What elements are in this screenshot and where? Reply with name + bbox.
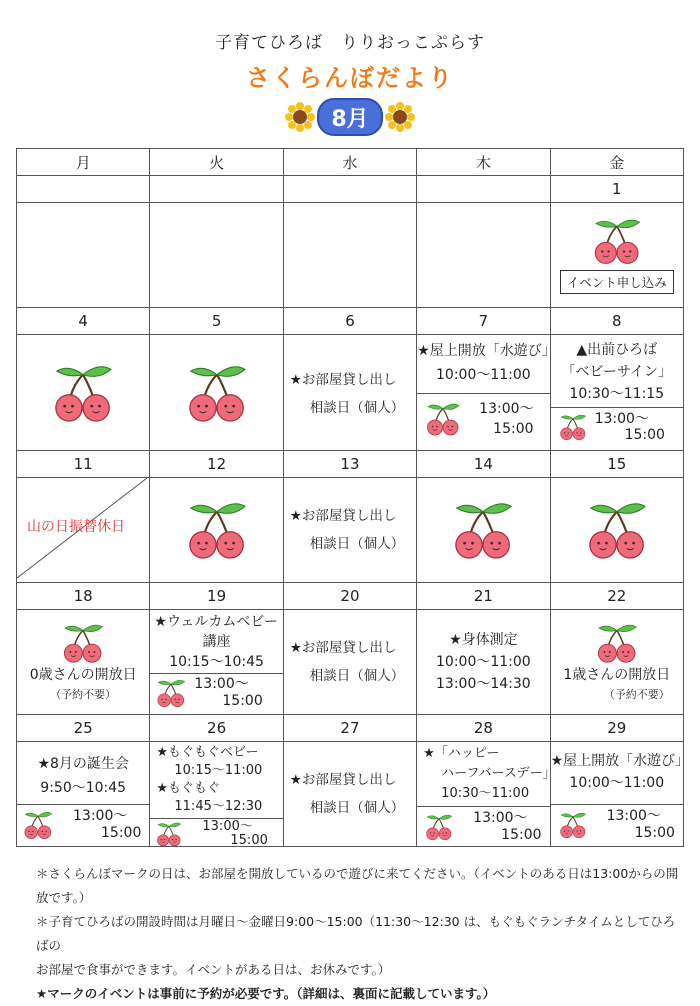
date-number: 12 (150, 451, 283, 478)
day-cell-14 (417, 478, 550, 583)
open-time: 15:00 (230, 833, 268, 848)
event-apply-box: イベント申し込み (560, 270, 674, 294)
day-cell-5 (150, 335, 283, 451)
event-text: 「ベビーサイン」 (561, 364, 673, 380)
day-cell-15 (550, 478, 683, 583)
event-time: 10:00～11:00 (436, 367, 531, 383)
day-cell-21 (417, 610, 550, 715)
date-number: 26 (150, 715, 283, 742)
day-cell-11 (17, 478, 150, 583)
date-number: 21 (417, 583, 550, 610)
date-number: 13 (283, 451, 416, 478)
event-text: ★お部屋貸し出し (289, 772, 397, 788)
event-text: ★「ハッピー (423, 746, 500, 761)
date-number (17, 176, 150, 203)
footnote-reservation: ★マークのイベントは事前に予約が必要です。（詳細は、裏面に記載しています。） (36, 986, 496, 1001)
event-time: 10:30～11:15 (569, 386, 665, 402)
date-number: 22 (550, 583, 683, 610)
open-time: 15:00 (624, 427, 665, 443)
cherry-icon (557, 810, 589, 840)
day-cell-25 (17, 742, 150, 847)
footnotes (36, 862, 686, 1006)
cherry-icon (423, 401, 463, 437)
open-time: 13:00～ (202, 819, 253, 834)
event-text: 相談日（個人） (309, 800, 405, 816)
footnote: ＊さくらんぼマークの日は、お部屋を開放しているので遊びに来てください。（イベントのある日は13:00からの開放です。） (36, 866, 679, 905)
open-time: 13:00～ (606, 808, 661, 824)
date-row (17, 308, 684, 335)
date-number: 29 (550, 715, 683, 742)
event-text: 講座 (202, 634, 231, 650)
day-cell-empty (417, 203, 550, 308)
event-text: ▲出前ひろば (576, 342, 658, 358)
date-number (417, 176, 550, 203)
event-time: 10:00～11:00 (569, 775, 665, 791)
cherry-icon (154, 678, 188, 708)
cherry-icon (182, 499, 252, 561)
holiday-label: 山の日振替休日 (27, 519, 125, 535)
event-text: 0歳さんの開放日 (29, 667, 137, 683)
week-5-body (17, 742, 684, 847)
date-row (17, 176, 684, 203)
date-number: 11 (17, 451, 150, 478)
cherry-icon (582, 499, 652, 561)
calendar-table (16, 148, 690, 848)
weekday-header: 月 (17, 149, 150, 176)
event-text: 相談日（個人） (309, 536, 405, 552)
date-number: 14 (417, 451, 550, 478)
week-3-body (17, 478, 684, 583)
event-text: 1歳さんの開放日 (563, 667, 671, 683)
event-text: ★お部屋貸し出し (289, 508, 397, 524)
day-cell-empty (150, 203, 283, 308)
date-number: 18 (17, 583, 150, 610)
day-cell-8 (550, 335, 683, 451)
footnote: ＊子育てひろばの開設時間は月曜日～金曜日9:00～15:00（11:30～12:30 は、もぐもぐランチタイムとしてひろばの (36, 914, 676, 953)
cherry-icon (593, 622, 641, 664)
day-cell-22 (550, 610, 683, 715)
open-time: 13:00～ (73, 808, 128, 824)
event-text: ★身体測定 (449, 632, 518, 648)
organization-name: 子育てひろば りりおっこぷらす (215, 33, 485, 53)
open-time: 15:00 (501, 827, 542, 843)
date-number: 20 (283, 583, 416, 610)
day-cell-20 (283, 610, 416, 715)
open-time: 13:00～ (594, 411, 649, 427)
event-text: ★ウェルカムベビー (154, 614, 278, 630)
day-cell-empty (17, 203, 150, 308)
event-time: 10:15～11:00 (174, 763, 263, 778)
event-time: 11:45～12:30 (174, 799, 263, 814)
day-cell-29 (550, 742, 690, 847)
sunflower-icon (385, 102, 415, 132)
month-header (0, 98, 700, 136)
open-time: 15:00 (493, 421, 534, 437)
weekday-header-row (17, 149, 684, 176)
event-time: 10:00～11:00 (436, 654, 531, 670)
day-cell-13 (283, 478, 416, 583)
event-time: 10:30～11:00 (441, 786, 530, 801)
day-cell-28 (417, 742, 556, 847)
sunflower-icon (285, 102, 315, 132)
event-note: （予約不要） (603, 688, 670, 701)
cherry-icon (154, 821, 184, 847)
open-time: 13:00～ (473, 810, 528, 826)
event-text: 相談日（個人） (309, 399, 405, 416)
date-number (150, 176, 283, 203)
cherry-icon (589, 216, 645, 266)
event-text: 相談日（個人） (309, 668, 405, 684)
date-row (17, 715, 684, 742)
day-cell-19 (150, 610, 283, 715)
open-time: 15:00 (634, 825, 675, 841)
weekday-header: 木 (417, 149, 550, 176)
day-cell-6 (283, 335, 416, 451)
date-number: 1 (550, 176, 683, 203)
open-time: 13:00～ (479, 401, 534, 417)
date-number: 7 (417, 308, 550, 335)
date-number: 5 (150, 308, 283, 335)
month-badge: 8月 (317, 98, 383, 136)
date-number: 15 (550, 451, 683, 478)
open-time: 15:00 (101, 825, 142, 841)
event-text: ★屋上開放「水遊び」 (550, 753, 690, 769)
weekday-header: 水 (283, 149, 416, 176)
weekday-header: 火 (150, 149, 283, 176)
date-number: 28 (417, 715, 550, 742)
event-text: ★お部屋貸し出し (289, 371, 397, 388)
date-number: 25 (17, 715, 150, 742)
date-row (17, 583, 684, 610)
cherry-icon (448, 499, 518, 561)
date-number: 6 (283, 308, 416, 335)
event-text: ハーフバースデー」 (441, 766, 556, 781)
date-number: 4 (17, 308, 150, 335)
cherry-icon (557, 412, 589, 442)
cherry-icon (21, 810, 55, 840)
week-4-body (17, 610, 684, 715)
event-note: （予約不要） (50, 688, 117, 701)
event-text: ★8月の誕生会 (37, 756, 129, 772)
day-cell-12 (150, 478, 283, 583)
weekday-header: 金 (550, 149, 683, 176)
newsletter-title: さくらんぼだより (246, 64, 454, 92)
event-text: ★もぐもぐベビー (156, 745, 259, 760)
open-time: 15:00 (222, 693, 263, 709)
date-number (283, 176, 416, 203)
day-cell-27 (283, 742, 416, 847)
event-time: 9:50～10:45 (40, 780, 127, 796)
cherry-icon (59, 622, 107, 664)
day-cell-18 (17, 610, 150, 715)
cherry-icon (423, 812, 455, 842)
cherry-icon (182, 362, 252, 424)
event-time: 13:00～14:30 (436, 676, 531, 692)
cherry-icon (48, 362, 118, 424)
event-text: ★もぐもぐ (156, 781, 221, 796)
date-number: 27 (283, 715, 416, 742)
footnote: お部屋で食事ができます。イベントがある日は、お休みです。） (36, 962, 391, 977)
date-number: 8 (550, 308, 683, 335)
event-text: ★屋上開放「水遊び」 (417, 343, 556, 359)
event-time: 10:15～10:45 (169, 654, 264, 670)
day-cell-1 (550, 203, 683, 308)
date-number: 19 (150, 583, 283, 610)
week-2-body (17, 335, 684, 451)
day-cell-7 (417, 335, 556, 451)
week-1-body (17, 203, 684, 308)
open-time: 13:00～ (194, 676, 249, 692)
day-cell-empty (283, 203, 416, 308)
day-cell-26 (150, 742, 283, 847)
event-text: ★お部屋貸し出し (289, 640, 397, 656)
day-cell-4 (17, 335, 150, 451)
